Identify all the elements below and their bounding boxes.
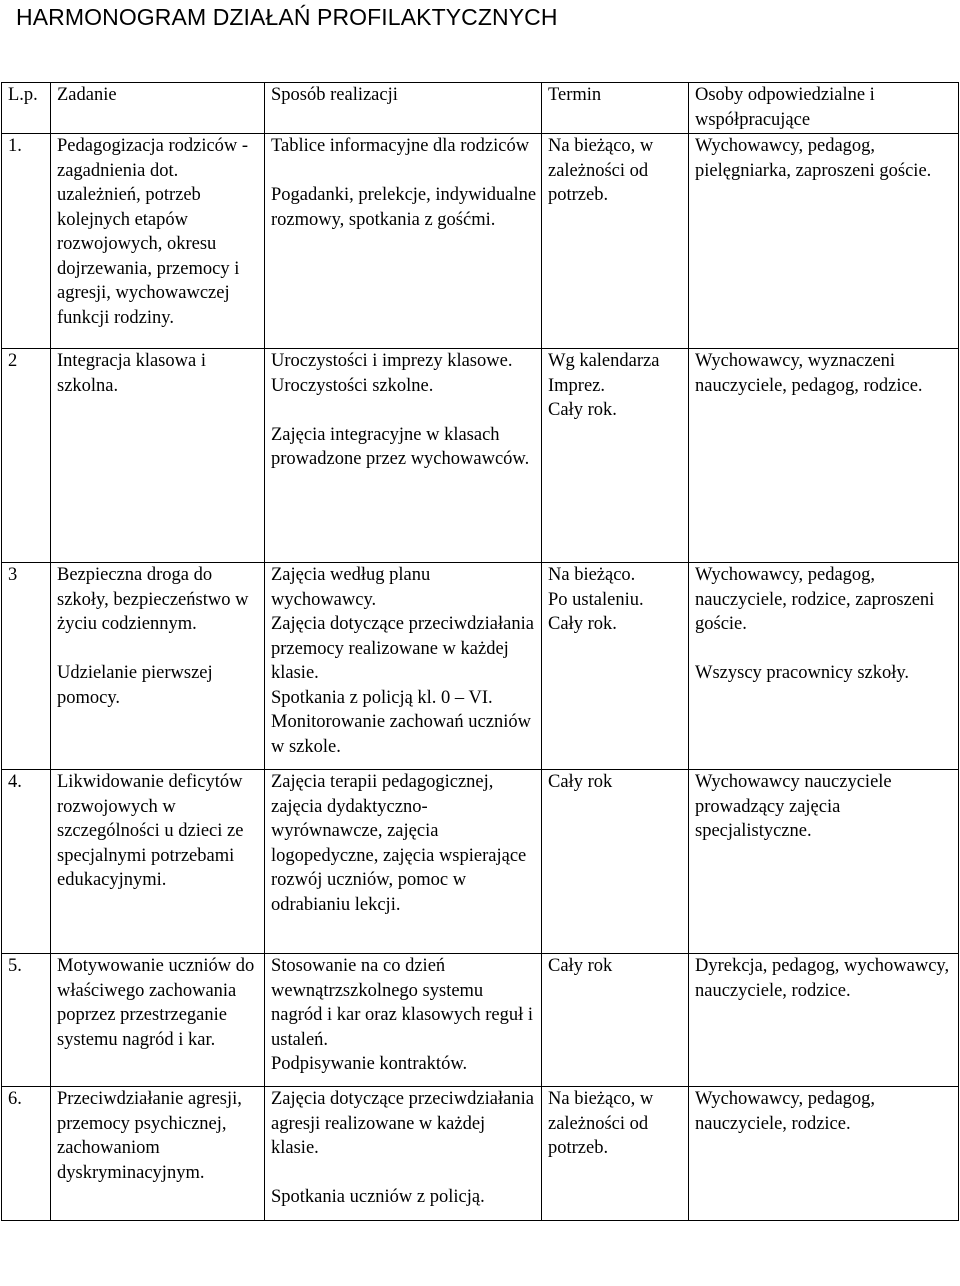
deadline-item: Na bieżąco. bbox=[548, 565, 636, 585]
responsible-cell: Dyrekcja, pedagog, wychowawcy, nauczyciele, rodzice. bbox=[689, 954, 959, 1087]
method-item: Podpisywanie kontraktów. bbox=[271, 1054, 468, 1074]
deadline-item: Cały rok. bbox=[548, 400, 617, 420]
responsible-cell bbox=[689, 563, 959, 770]
method-item: Spotkania z policją kl. 0 – VI. bbox=[271, 687, 493, 708]
deadline-item: Wg kalendarza Imprez. bbox=[548, 351, 660, 396]
method-cell bbox=[265, 349, 542, 563]
method-item: Zajęcia dotyczące przeciwdziałania agresji realizowane w każdej klasie. bbox=[271, 1089, 534, 1158]
method-item: Zajęcia integracyjne w klasach prowadzone przez wychowawców. bbox=[271, 424, 530, 469]
deadline-cell bbox=[542, 563, 689, 770]
method-item: Uroczystości i imprezy klasowe. bbox=[271, 351, 513, 371]
method-item: Monitorowanie zachowań uczniów w szkole. bbox=[271, 712, 531, 757]
header-task: Zadanie bbox=[51, 83, 265, 134]
row-number: 4. bbox=[2, 770, 51, 954]
responsible-cell: Wychowawcy, pedagog, nauczyciele, rodzice. bbox=[689, 1087, 959, 1221]
header-method: Sposób realizacji bbox=[265, 83, 542, 134]
task-cell: Motywowanie uczniów do właściwego zachowania poprzez przestrzeganie systemu nagród i kar. bbox=[51, 954, 265, 1087]
task-cell: Integracja klasowa i szkolna. bbox=[51, 349, 265, 563]
method-item: Zajęcia według planu wychowawcy. bbox=[271, 565, 431, 610]
deadline-cell: Na bieżąco, w zależności od potrzeb. bbox=[542, 1087, 689, 1221]
method-item: Spotkania uczniów z policją. bbox=[271, 1187, 485, 1207]
deadline-cell: Cały rok bbox=[542, 954, 689, 1087]
responsible-item: Wszyscy pracownicy szkoły. bbox=[695, 663, 910, 683]
method-cell: Zajęcia terapii pedagogicznej, zajęcia dydaktyczno-wyrównawcze, zajęcia logopedyczne, zajęcia wspierające rozwój uczniów, pomoc w odrabianiu lekcji. bbox=[265, 770, 542, 954]
task-cell: Pedagogizacja rodziców - zagadnienia dot. uzależnień, potrzeb kolejnych etapów rozwojowych, okresu dojrzewania, przemocy i agresji, wychowawczej funkcji rodziny. bbox=[51, 134, 265, 349]
method-item: Tablice informacyjne dla rodziców bbox=[271, 136, 530, 156]
responsible-cell: Wychowawcy nauczyciele prowadzący zajęcia specjalistyczne. bbox=[689, 770, 959, 954]
method-cell bbox=[265, 954, 542, 1087]
deadline-item: Cały rok. bbox=[548, 614, 617, 634]
method-cell bbox=[265, 1087, 542, 1221]
table-header-row bbox=[2, 83, 959, 134]
responsible-cell: Wychowawcy, wyznaczeni nauczyciele, pedagog, rodzice. bbox=[689, 349, 959, 563]
header-lp: L.p. bbox=[2, 83, 51, 134]
task-item: Bezpieczna droga do szkoły, bezpieczeństwo w życiu codziennym. bbox=[57, 565, 249, 634]
table-row bbox=[2, 563, 959, 770]
prevention-schedule-table bbox=[1, 82, 959, 1221]
method-item: Zajęcia dotyczące przeciwdziałania przemocy realizowane w każdej klasie. bbox=[271, 614, 534, 683]
row-number: 5. bbox=[2, 954, 51, 1087]
method-cell bbox=[265, 563, 542, 770]
task-item: Udzielanie pierwszej pomocy. bbox=[57, 663, 213, 708]
table-row bbox=[2, 349, 959, 563]
row-number: 3 bbox=[2, 563, 51, 770]
method-item: Uroczystości szkolne. bbox=[271, 375, 434, 396]
row-number: 6. bbox=[2, 1087, 51, 1221]
deadline-cell: Na bieżąco, w zależności od potrzeb. bbox=[542, 134, 689, 349]
method-cell bbox=[265, 134, 542, 349]
task-cell: Likwidowanie deficytów rozwojowych w szczególności u dzieci ze specjalnymi potrzebami edukacyjnymi. bbox=[51, 770, 265, 954]
task-cell: Przeciwdziałanie agresji, przemocy psychicznej, zachowaniom dyskryminacyjnym. bbox=[51, 1087, 265, 1221]
deadline-cell: Cały rok bbox=[542, 770, 689, 954]
deadline-item: Po ustaleniu. bbox=[548, 589, 644, 610]
header-responsible: Osoby odpowiedzialne i współpracujące bbox=[689, 83, 959, 134]
row-number: 1. bbox=[2, 134, 51, 349]
document-title: HARMONOGRAM DZIAŁAŃ PROFILAKTYCZNYCH bbox=[16, 4, 558, 30]
table-row bbox=[2, 770, 959, 954]
table-row bbox=[2, 954, 959, 1087]
task-cell bbox=[51, 563, 265, 770]
method-item: Stosowanie na co dzień wewnątrzszkolnego systemu nagród i kar oraz klasowych reguł i ustaleń. bbox=[271, 956, 533, 1050]
deadline-cell bbox=[542, 349, 689, 563]
responsible-cell: Wychowawcy, pedagog, pielęgniarka, zaproszeni goście. bbox=[689, 134, 959, 349]
row-number: 2 bbox=[2, 349, 51, 563]
table-row bbox=[2, 1087, 959, 1221]
table-row bbox=[2, 134, 959, 349]
responsible-item: Wychowawcy, pedagog, nauczyciele, rodzice, zaproszeni goście. bbox=[695, 565, 935, 634]
method-item: Pogadanki, prelekcje, indywidualne rozmowy, spotkania z gośćmi. bbox=[271, 185, 537, 230]
header-deadline: Termin bbox=[542, 83, 689, 134]
